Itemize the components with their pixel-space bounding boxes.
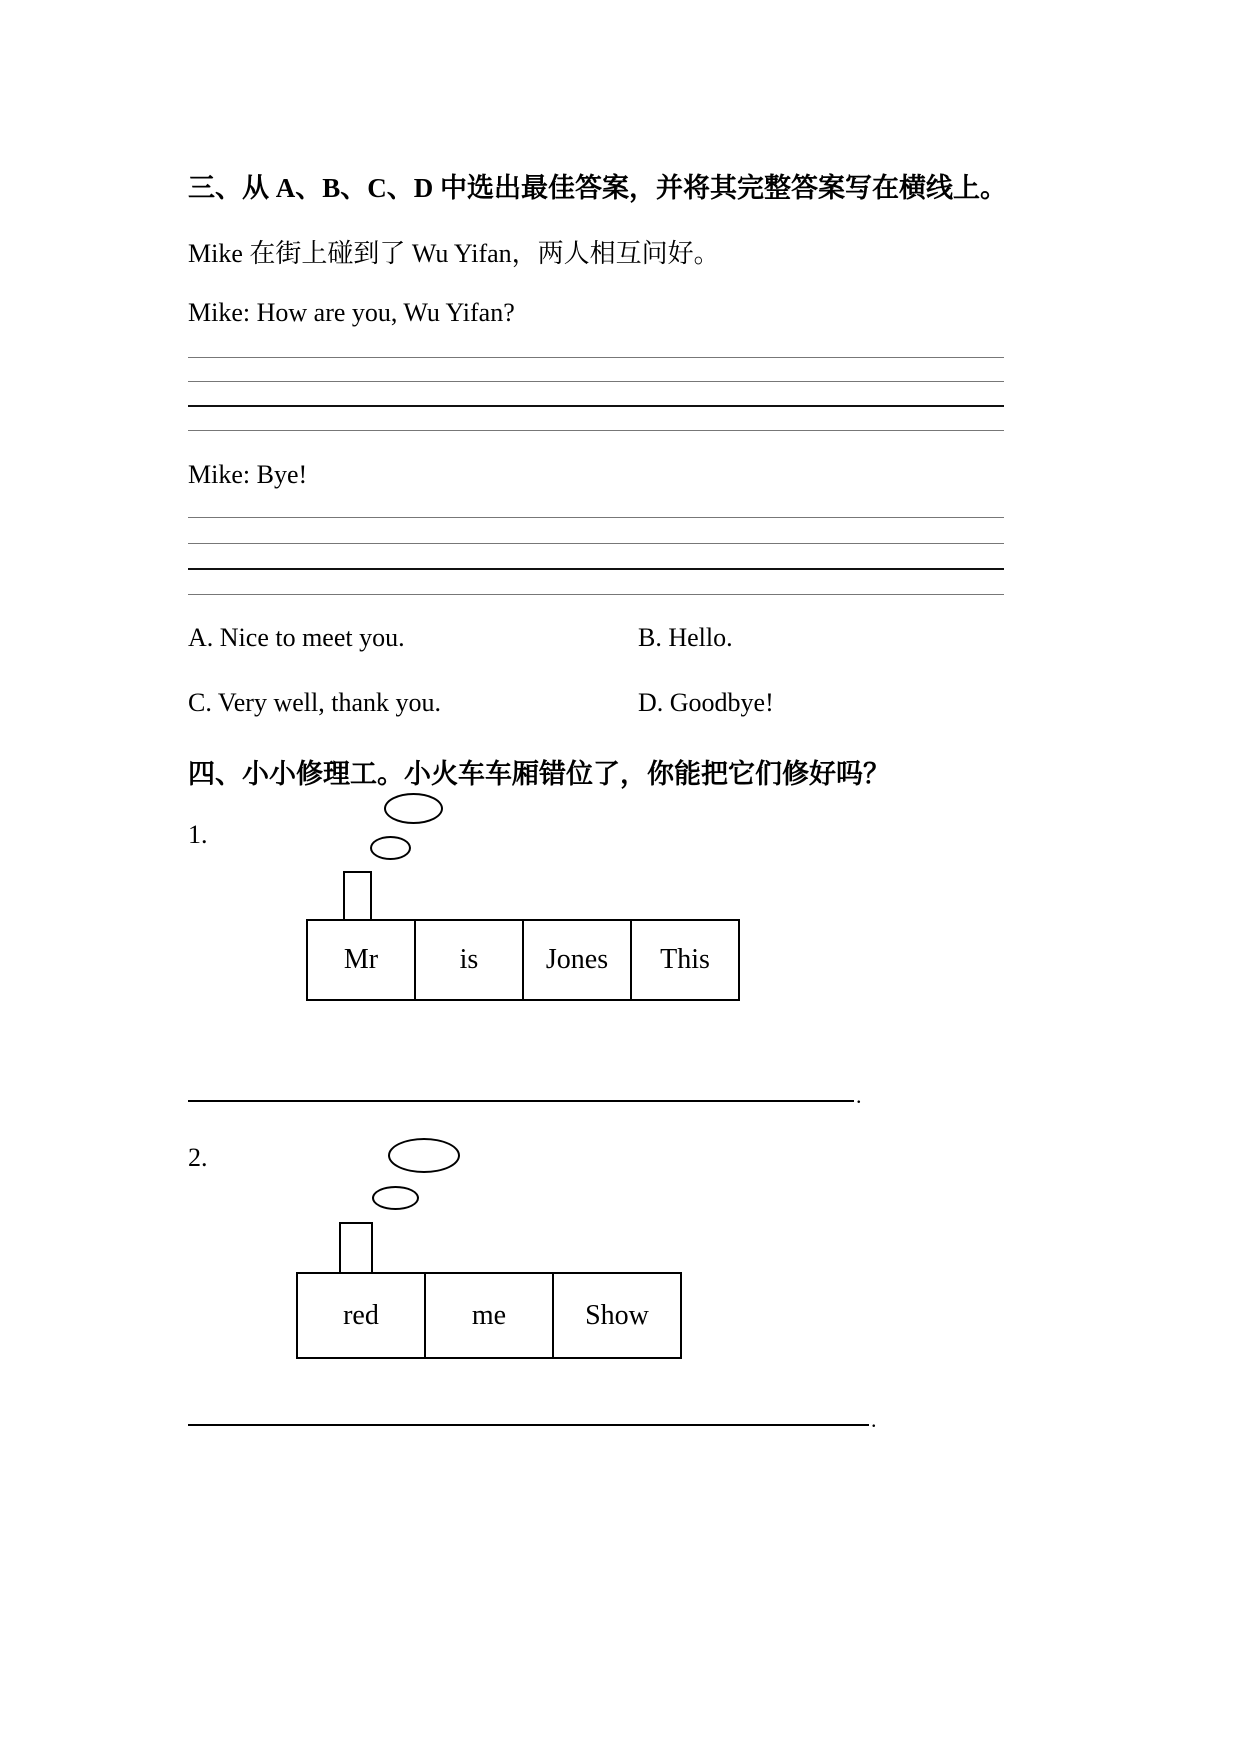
smoke-puff-large [384,793,443,824]
smoke-puff-small [370,836,411,860]
dialog-line-2: Mike: Bye! [188,460,308,489]
train-car[interactable]: me [424,1272,554,1359]
train-car[interactable]: This [630,919,740,1001]
section-3-heading: 三、从 A、B、C、D 中选出最佳答案，并将其完整答案写在横线上。 [188,173,1008,203]
train-chimney [339,1222,373,1274]
option-a: A. Nice to meet you. [188,623,405,652]
answer-line-2[interactable] [188,1424,869,1426]
grid-baseline [188,568,1004,570]
option-b: B. Hello. [638,623,733,652]
train-car[interactable]: red [296,1272,426,1359]
train-car[interactable]: Show [552,1272,682,1359]
grid-line [188,543,1004,544]
option-c: C. Very well, thank you. [188,688,441,717]
question-2-number: 2. [188,1143,208,1172]
answer-line-1[interactable] [188,1100,854,1102]
grid-baseline [188,405,1004,407]
train-car[interactable]: Jones [522,919,632,1001]
smoke-puff-small [372,1186,419,1210]
train-chimney [343,871,372,921]
grid-line [188,430,1004,431]
grid-line [188,357,1004,358]
section-3-context: Mike 在街上碰到了 Wu Yifan，两人相互问好。 [188,239,720,268]
section-4-heading: 四、小小修理工。小火车车厢错位了，你能把它们修好吗？ [188,759,890,789]
answer-1-period: . [856,1083,862,1108]
answer-2-period: . [871,1407,877,1432]
smoke-puff-large [388,1138,460,1173]
train-car[interactable]: Mr [306,919,416,1001]
dialog-line-1: Mike: How are you, Wu Yifan? [188,298,515,327]
grid-line [188,594,1004,595]
question-1-number: 1. [188,820,208,849]
train-car[interactable]: is [414,919,524,1001]
grid-line [188,517,1004,518]
option-d: D. Goodbye! [638,688,774,717]
grid-line [188,381,1004,382]
